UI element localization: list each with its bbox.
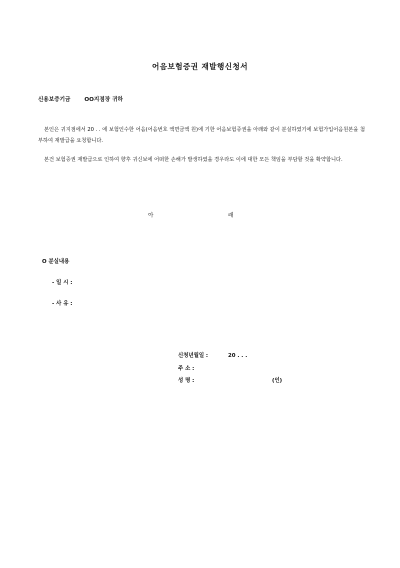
- address-row: [178, 364, 228, 372]
- address-label: 주 소 :: [178, 366, 195, 372]
- seal-mark: (인): [272, 378, 283, 384]
- heading-below-right: 래: [228, 213, 234, 219]
- pledge-paragraph: [38, 155, 366, 166]
- addressee-branch: OO지점장 귀하: [84, 97, 123, 103]
- name-row: [178, 376, 228, 384]
- addressee: [38, 95, 123, 103]
- application-date-value: 20 . . .: [228, 353, 248, 359]
- application-date-label: 신청년월일 :: [178, 353, 209, 359]
- name-label: 성 명 :: [178, 378, 195, 384]
- loss-date-item: - 일 시 :: [52, 280, 73, 286]
- document-title: 어음보험증권 재발행신청서: [151, 62, 249, 71]
- request-paragraph: [38, 125, 366, 147]
- loss-details-heading: O 분실내용: [42, 259, 70, 265]
- request-paragraph-text: 본인은 귀지점에서 20 . . 에 보험인수한 어음(어음번호 액면금액 원)에 기한 어음보험증권을 아래와 같이 분실하였기에 보험가입어음원본을 첨부하여 재발급을 요청합니다.: [38, 127, 365, 144]
- loss-reason-item: - 사 유 :: [52, 301, 73, 307]
- pledge-paragraph-text: 본건 보험증권 재발급으로 인하여 향후 귀신보에 어떠한 손해가 발생하였을 경우라도 이에 대한 모든 책임을 부담할 것을 확약합니다.: [44, 157, 343, 163]
- addressee-org: 신용보증기금: [38, 97, 71, 103]
- heading-below-left: 아: [148, 213, 154, 219]
- application-date-row: [178, 351, 247, 359]
